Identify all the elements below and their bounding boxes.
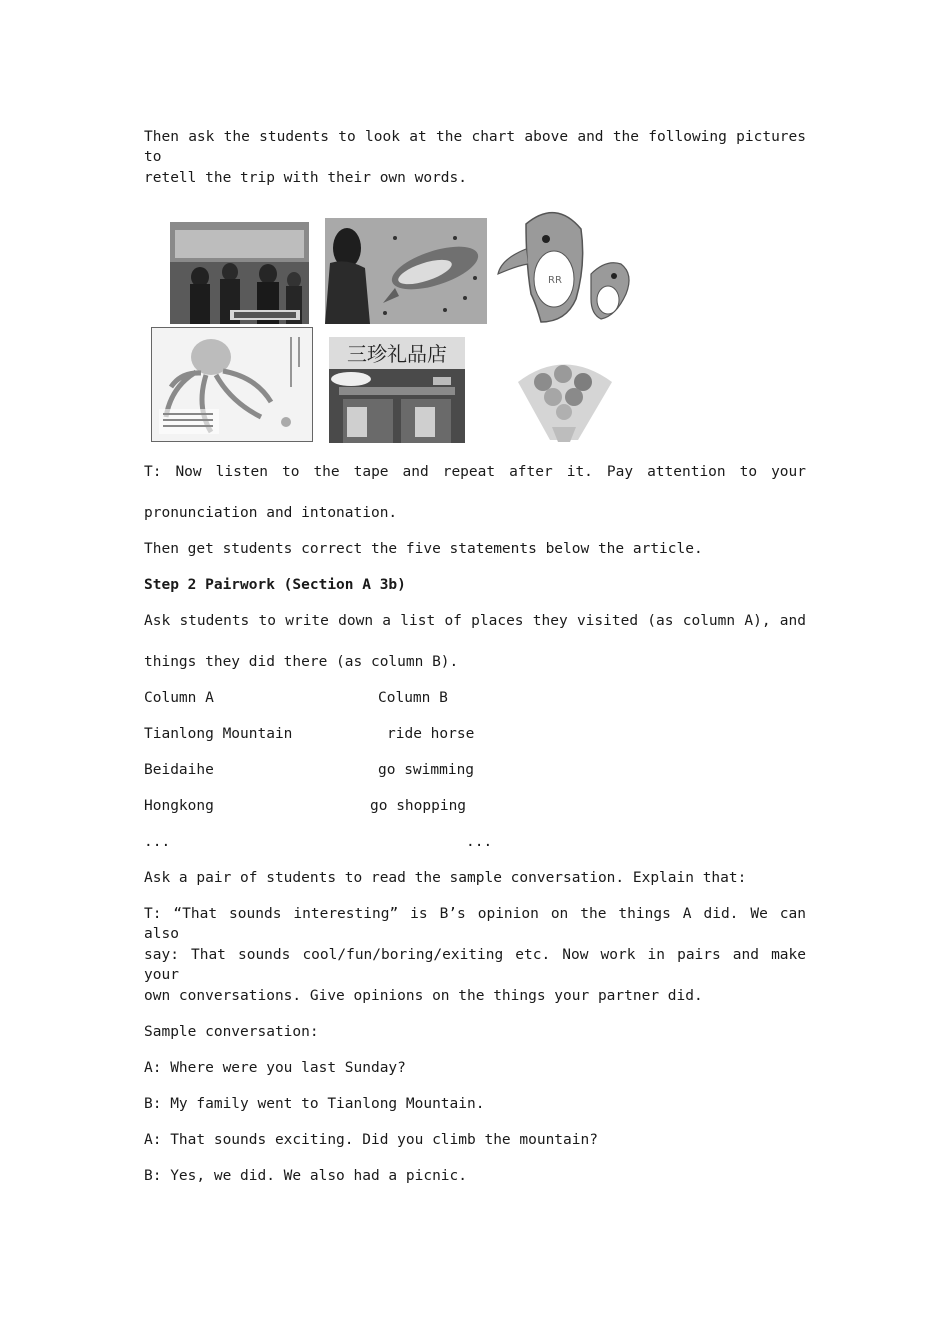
shop-sign-text: 三珍礼品店 [347,342,447,366]
dolphin-mascots-drawing [496,204,636,326]
listen-line-3: Then get students correct the five statements below the article. [144,541,703,557]
listen-line-2: pronunciation and intonation. [144,505,398,521]
gift-shop-photo [329,337,465,443]
intro-line-2: retell the trip with their own words. [144,170,468,186]
intro-line-1: Then ask the students to look at the chart above and the following pictures to [144,129,806,165]
step2-heading: Step 2 Pairwork (Section A 3b) [144,577,406,593]
step2-line-1: Ask students to write down a list of places they visited (as column A), and [144,613,806,629]
column-a-row-2: Beidaihe [144,762,214,778]
shop-sign-image [329,337,465,443]
listen-line-1: T: Now listen to the tape and repeat after it. Pay attention to your [144,464,806,480]
sample-line-4: B: Yes, we did. We also had a picnic. [144,1168,468,1184]
sample-line-2: B: My family went to Tianlong Mountain. [144,1096,485,1112]
sample-heading: Sample conversation: [144,1024,319,1040]
octopus-poster [151,327,313,442]
sample-line-3: A: That sounds exciting. Did you climb the mountain? [144,1132,598,1148]
person-and-fish-photo [325,218,487,324]
bouquet-image [508,352,620,444]
step2-line-2: things they did there (as column B). [144,654,459,670]
column-a-header: Column A [144,690,214,706]
explain-line-3: say: That sounds cool/fun/boring/exiting etc. Now work in pairs and make your [144,947,806,983]
explain-line-2: T: “That sounds interesting” is B’s opinion on the things A did. We can also [144,906,806,942]
people-at-aquarium-image [170,222,309,324]
column-a-row-1: Tianlong Mountain [144,726,293,742]
column-a-row-3: Hongkong [144,798,214,814]
column-b-row-3: go shopping [370,798,467,814]
column-b-header: Column B [378,690,448,706]
explain-line-4: own conversations. Give opinions on the things your partner did. [144,988,703,1004]
explain-line-1: Ask a pair of students to read the sample conversation. Explain that: [144,870,747,886]
aquarium-visitors-photo [170,222,309,324]
dolphin-image [496,204,636,326]
column-a-row-4: ... [144,834,171,850]
column-b-row-2: go swimming [378,762,475,778]
octopus-image [151,327,313,442]
fish-tank-image [325,218,487,324]
sample-line-1: A: Where were you last Sunday? [144,1060,406,1076]
toy-bouquet-photo [508,352,620,444]
column-b-row-1: ride horse [387,726,475,742]
column-b-row-4: ... [466,834,493,850]
svg-text:RR: RR [548,275,562,286]
